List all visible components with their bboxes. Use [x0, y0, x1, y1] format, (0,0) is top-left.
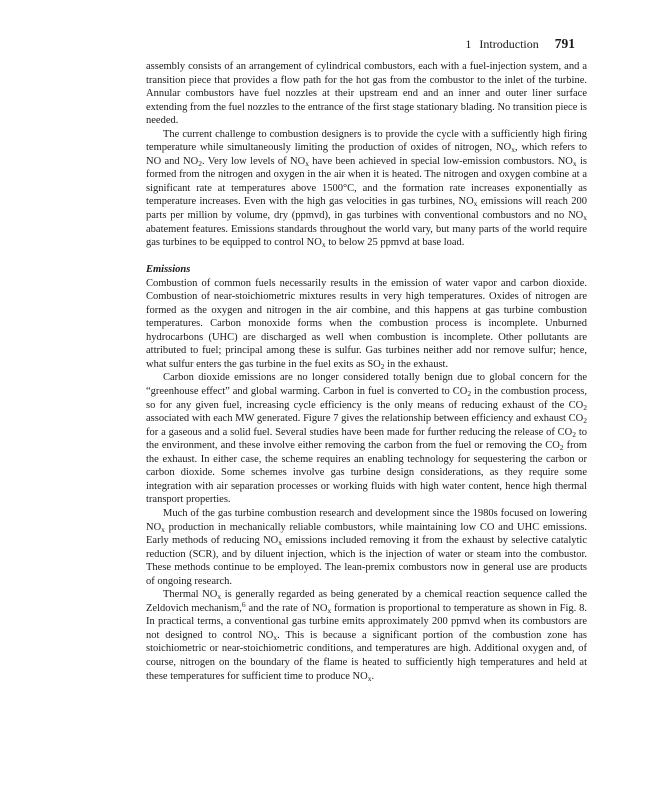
paragraph-emissions-intro: Combustion of common fuels necessarily results in the emission of water vapor and carbon dioxide. Combustion of near-stoichiometric mixtures results in very high temperatures. Oxides of nitrogen are formed as the oxygen and nitrogen in the air combine, and this happens at gas turbine combustion temperatures. Carbon monoxide forms when the combustion process is incomplete. Unburned hydrocarbons (UHC) are discharged as well when combustion is incomplete. Other pollutants are attributed to fuel; principal among these is sulfur. Gas turbines neither add nor remove sulfur; hence, what sulfur enters the gas turbine in the fuel exits as $SO_2$ in the exhaust.	[146, 277, 587, 371]
page-number: 791	[554, 36, 575, 51]
paragraph-continuation: assembly consists of an arrangement of cylindrical combustors, each with a fuel-injection system, and a transition piece that provides a flow path for the hot gas from the combustor to the inlet of the turbine. Annular combustors have fuel nozzles at their upstream end and an inner and outer liner surface extending from the fuel nozzles to the entrance of the first stage stationary blading. No transition piece is needed.	[146, 61, 587, 127]
footnote-reference: 6	[241, 599, 246, 609]
section-title: Introduction	[479, 37, 539, 51]
paragraph-thermal-nox: Thermal $NO_x$ is generally regarded as being generated by a chemical reaction sequence called the Zeldovich mechanism,$^6$ and the rate of $NO_x$ formation is proportional to temperature as shown in Fig. 8. In practical terms, a conventional gas turbine emits approximately 200 ppmvd when its combustors are not designed to control $NO_x$. This is because a significant portion of the combustion zone has stoichiometric or near-stoichiometric conditions, and temperatures are high. Additional oxygen and, of course, nitrogen on the boundary of the flame is heated to sufficiently high temperatures and held at these temperatures for sufficient time to produce $NO_x$.	[146, 589, 588, 683]
body-text	[146, 60, 587, 683]
section-heading-emissions: Emissions	[146, 263, 191, 275]
paragraph-combustion-challenge: The current challenge to combustion designers is to provide the cycle with a sufficiently high firing temperature while simultaneously limiting the production of oxides of nitrogen, $NO_x$, which refers to NO and $NO_2$. Very low levels of $NO_x$ have been achieved in special low-emission combustors. $NO_x$ is formed from the nitrogen and oxygen in the air when it is heated. The nitrogen and oxygen combine at a significant rate at temperatures above 1500°C, and the formation rate increases exponentially as temperature increases. Even with the high gas velocities in gas turbines, $NO_x$ emissions will reach 200 parts per million by volume, dry (ppmvd), in gas turbines with conventional combustors and no $NO_x$ abatement features. Emissions standards throughout the world vary, but many parts of the world require gas turbines to be equipped to control $NO_x$ to below 25 ppmvd at base load.	[146, 128, 587, 250]
paragraph-nox-research: Much of the gas turbine combustion research and development since the 1980s focused on lowering $NO_x$ production in mechanically reliable combustors, while maintaining low CO and UHC emissions. Early methods of reducing $NO_x$ emissions included removing it from the exhaust by selective catalytic reduction (SCR), and by diluent injection, which is the injection of water or steam into the combustor. These methods continue to be employed. The lean-premix combustors now in general use are products of ongoing research.	[146, 507, 587, 587]
running-header	[465, 37, 575, 51]
paragraph-carbon-dioxide: Carbon dioxide emissions are no longer considered totally benign due to global concern for the “greenhouse effect” and global warming. Carbon in fuel is converted to $CO_2$ in the combustion process, so for any given fuel, increasing cycle efficiency is the only means of reducing exhaust of the $CO_2$ associated with each MW generated. Figure 7 gives the relationship between efficiency and exhaust $CO_2$ for a gaseous and a solid fuel. Several studies have been made for further reducing the release of $CO_2$ to the environment, and these involve either removing the carbon from the fuel or removing the $CO_2$ from the exhaust. In either case, the scheme requires an enabling technology for sequestering the carbon or carbon dioxide. Some schemes involve gas turbine design considerations, as they require some integration with air separation processes or working fluids with high water content, hence high thermal transport properties.	[146, 372, 588, 506]
section-number: 1	[465, 37, 472, 51]
